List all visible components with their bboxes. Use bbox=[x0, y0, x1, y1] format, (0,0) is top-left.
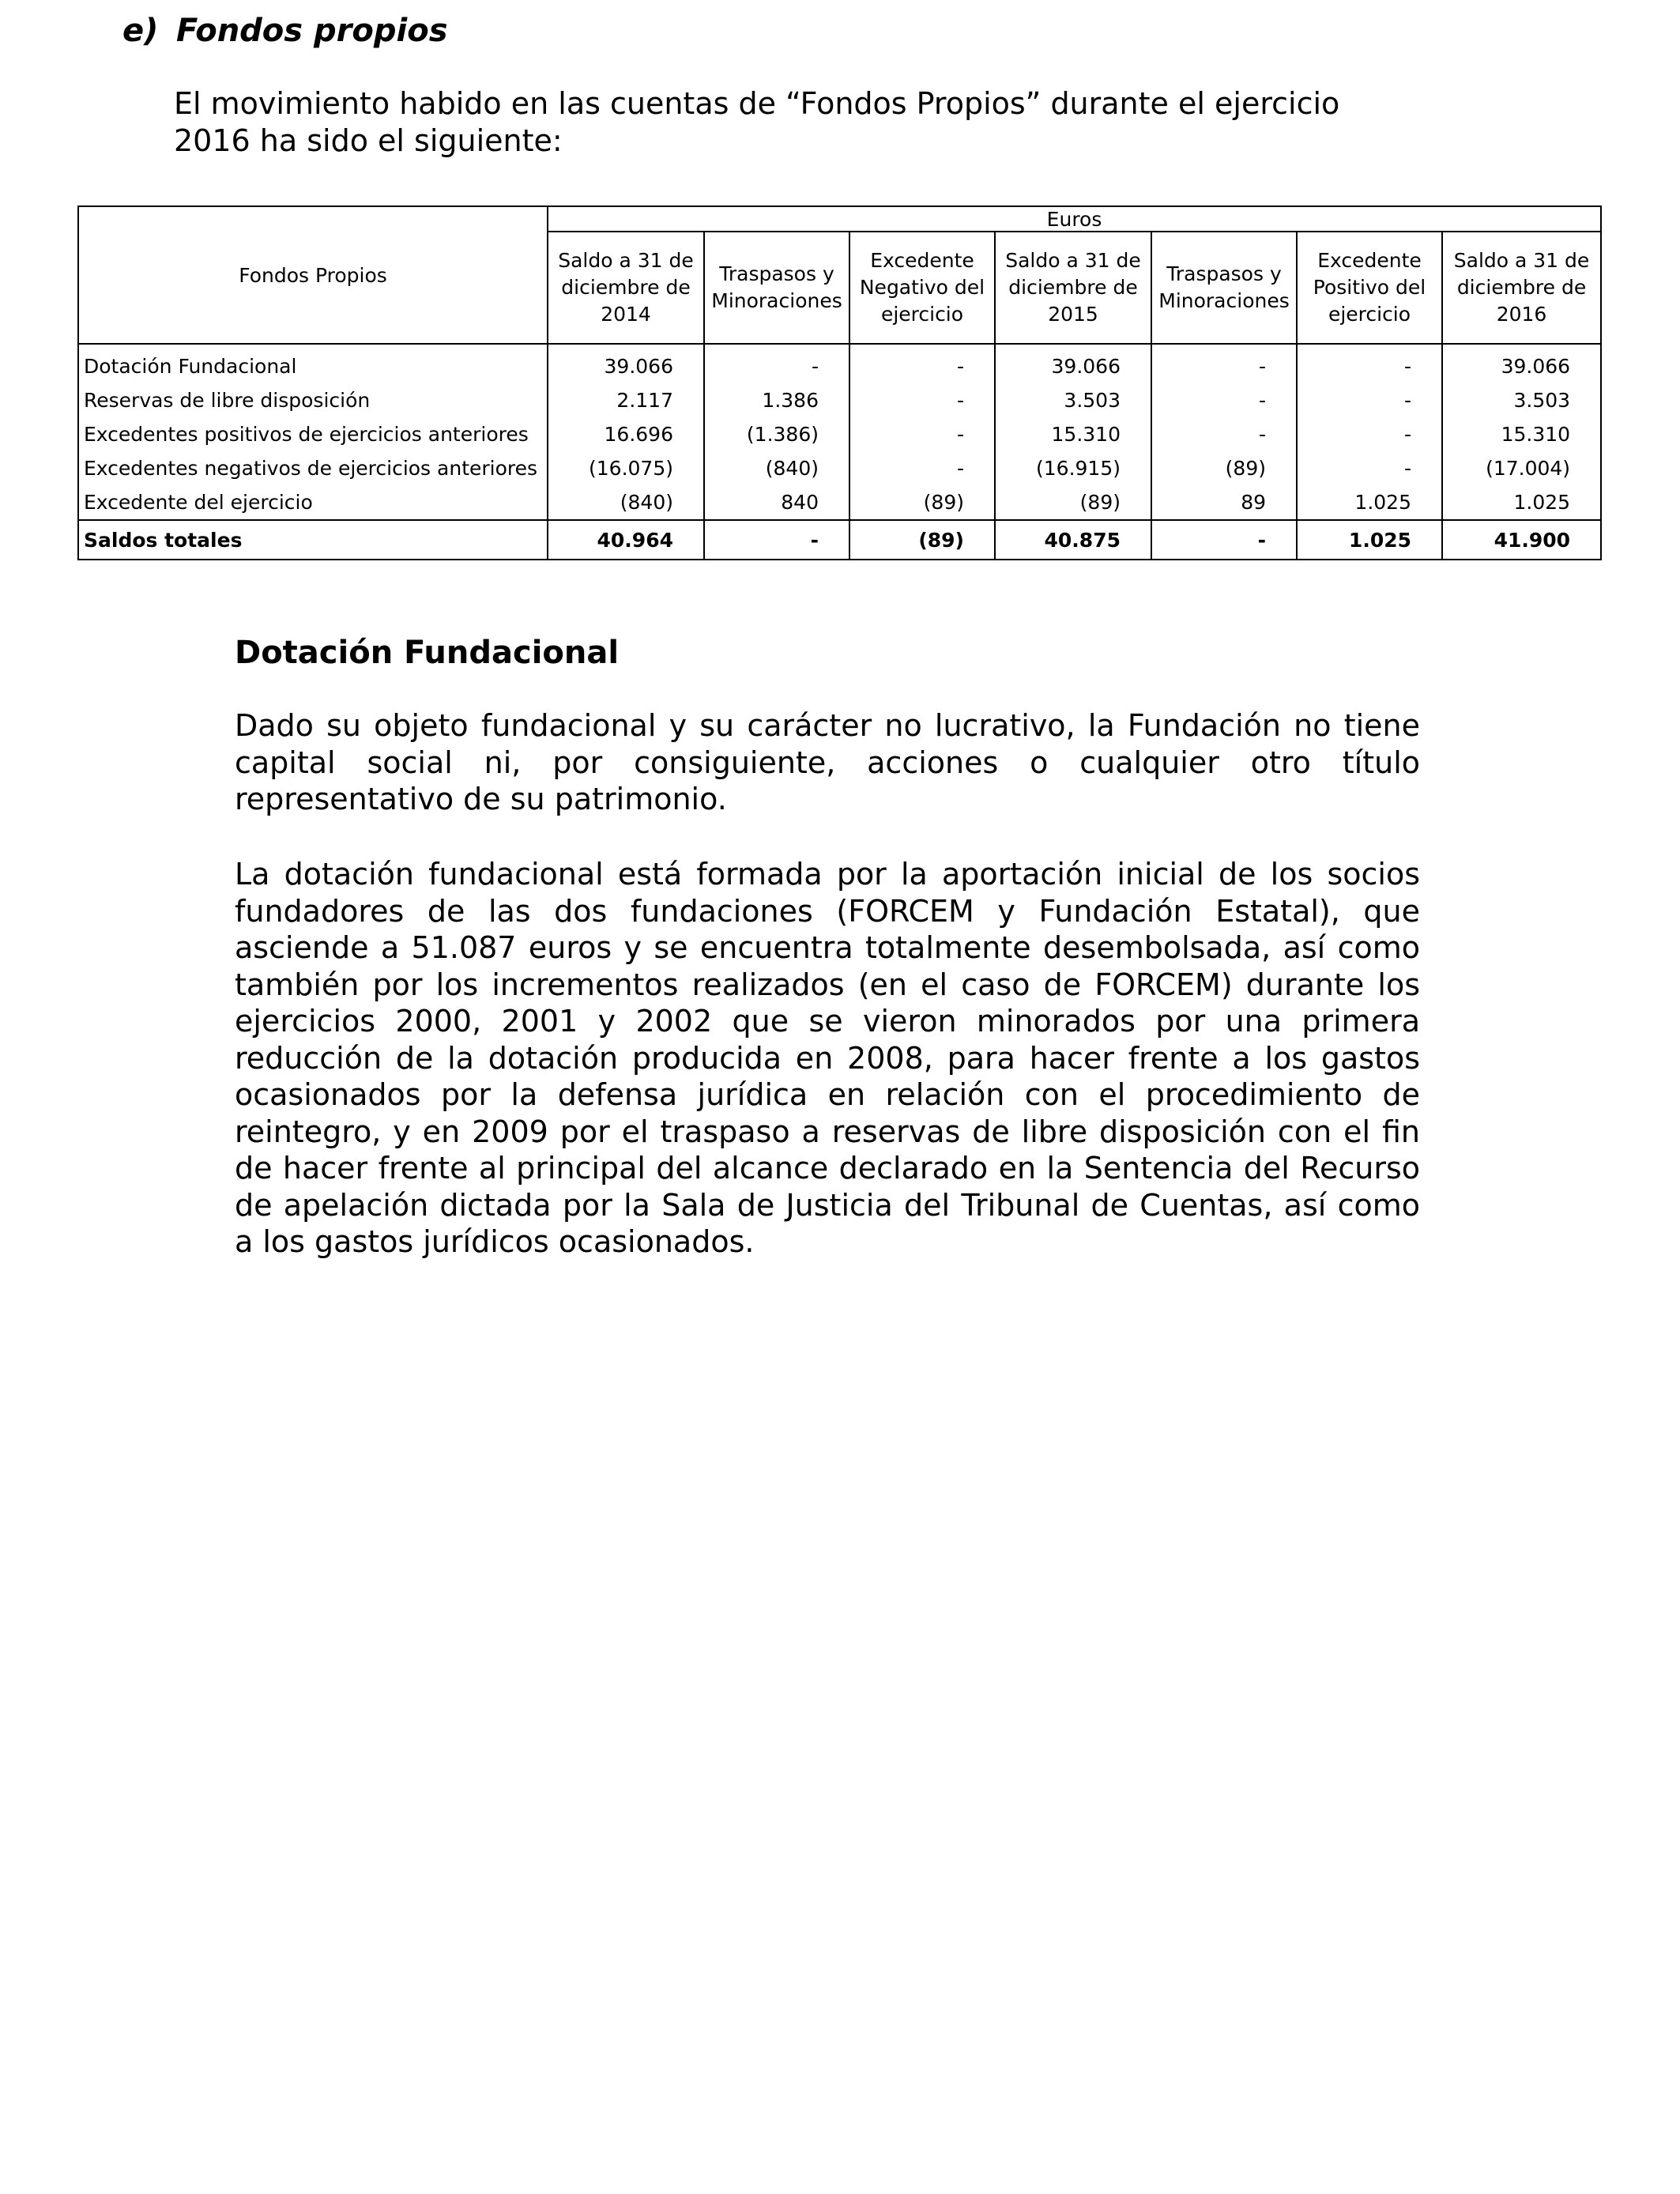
table-cell: 1.025 bbox=[1442, 485, 1601, 520]
group-header-cell: Euros bbox=[548, 206, 1601, 232]
column-header-line: Minoraciones bbox=[711, 289, 842, 312]
row-label: Dotación Fundacional bbox=[78, 344, 548, 383]
table-cell: (1.386) bbox=[704, 417, 849, 451]
table-cell: - bbox=[704, 344, 849, 383]
column-header-line: diciembre de bbox=[561, 276, 691, 299]
column-header-line: 2014 bbox=[601, 303, 651, 326]
table-cell: - bbox=[849, 451, 995, 485]
table-row bbox=[78, 485, 1601, 520]
column-header-line: Saldo a 31 de bbox=[558, 249, 694, 272]
table-cell: 39.066 bbox=[995, 344, 1151, 383]
fondos-propios-table-container bbox=[77, 205, 1600, 560]
column-header-6 bbox=[1297, 232, 1442, 344]
table-cell: - bbox=[1151, 383, 1297, 417]
table-cell: 1.386 bbox=[704, 383, 849, 417]
paragraph-1: Dado su objeto fundacional y su carácter no lucrativo, la Fundación no tiene capital social ni, por consiguiente, acciones o cualquier otro título representativo de su patrimonio. bbox=[235, 708, 1420, 816]
column-header-line: 2016 bbox=[1496, 303, 1547, 326]
table-cell: 16.696 bbox=[548, 417, 704, 451]
column-header-line: Saldo a 31 de bbox=[1005, 249, 1141, 272]
table-cell: - bbox=[1151, 417, 1297, 451]
table-cell: (16.915) bbox=[995, 451, 1151, 485]
table-cell: 1.025 bbox=[1297, 485, 1442, 520]
table-cell: - bbox=[1151, 344, 1297, 383]
column-header-line: diciembre de bbox=[1456, 276, 1587, 299]
table-cell: - bbox=[849, 383, 995, 417]
table-row bbox=[78, 451, 1601, 485]
paragraph-2: La dotación fundacional está formada por la aportación inicial de los socios fundadores de las dos fundaciones (FORCEM y Fundación Estatal), que asciende a 51.087 euros y se encuentra totalmente desembolsada, así como también por los incrementos realizados (en el caso de FORCEM) durante los ejercicios 2000, 2001 y 2002 que se vieron minorados por una primera reducción de la dotación producida en 2008, para hacer frente a los gastos ocasionados por la defensa jurídica en relación con el procedimiento de reintegro, y en 2009 por el traspaso a reservas de libre disposición con el fin de hacer frente al principal del alcance declarado en la Sentencia del Recurso de apelación dictada por la Sala de Justicia del Tribunal de Cuentas, así como a los gastos jurídicos ocasionados. bbox=[235, 857, 1420, 1259]
total-cell: - bbox=[1151, 520, 1297, 560]
table-cell: 15.310 bbox=[1442, 417, 1601, 451]
column-header-line: Negativo del bbox=[859, 276, 985, 299]
table-cell: (840) bbox=[704, 451, 849, 485]
row-label: Excedentes positivos de ejercicios anteriores bbox=[78, 417, 548, 451]
subsection-title: Dotación Fundacional bbox=[235, 635, 620, 671]
table-row bbox=[78, 417, 1601, 451]
table-cell: (89) bbox=[849, 485, 995, 520]
row-header-cell: Fondos Propios bbox=[78, 206, 548, 344]
column-header-line: Excedente bbox=[870, 249, 974, 272]
column-header-3 bbox=[849, 232, 995, 344]
total-row bbox=[78, 520, 1601, 560]
table-cell: 39.066 bbox=[1442, 344, 1601, 383]
table-row bbox=[78, 383, 1601, 417]
table-cell: (89) bbox=[995, 485, 1151, 520]
column-header-line: Traspasos y bbox=[719, 262, 834, 285]
column-header-line: ejercicio bbox=[880, 303, 964, 326]
table-cell: (840) bbox=[548, 485, 704, 520]
column-header-line: Positivo del bbox=[1313, 276, 1426, 299]
total-cell: 40.875 bbox=[995, 520, 1151, 560]
column-header-line: 2015 bbox=[1048, 303, 1098, 326]
column-header-7 bbox=[1442, 232, 1601, 344]
table-cell: - bbox=[1297, 417, 1442, 451]
row-label: Excedentes negativos de ejercicios anteriores bbox=[78, 451, 548, 485]
section-heading bbox=[122, 13, 448, 49]
table-cell: - bbox=[849, 344, 995, 383]
fondos-propios-table bbox=[77, 205, 1602, 560]
section-title: Fondos propios bbox=[176, 13, 448, 49]
table-cell: 89 bbox=[1151, 485, 1297, 520]
column-header-1 bbox=[548, 232, 704, 344]
column-header-line: ejercicio bbox=[1328, 303, 1411, 326]
table-cell: 3.503 bbox=[1442, 383, 1601, 417]
table-row bbox=[78, 344, 1601, 383]
row-label: Excedente del ejercicio bbox=[78, 485, 548, 520]
total-cell: (89) bbox=[849, 520, 995, 560]
table-cell: (17.004) bbox=[1442, 451, 1601, 485]
total-cell: 40.964 bbox=[548, 520, 704, 560]
column-header-line: Traspasos y bbox=[1166, 262, 1282, 285]
table-cell: 3.503 bbox=[995, 383, 1151, 417]
column-header-4 bbox=[995, 232, 1151, 344]
column-header-5 bbox=[1151, 232, 1297, 344]
column-header-line: Saldo a 31 de bbox=[1453, 249, 1590, 272]
table-cell: (89) bbox=[1151, 451, 1297, 485]
table-cell: 15.310 bbox=[995, 417, 1151, 451]
column-header-line: Minoraciones bbox=[1158, 289, 1290, 312]
total-cell: 41.900 bbox=[1442, 520, 1601, 560]
table-cell: - bbox=[1297, 383, 1442, 417]
total-label: Saldos totales bbox=[78, 520, 548, 560]
table-cell: 840 bbox=[704, 485, 849, 520]
row-label: Reservas de libre disposición bbox=[78, 383, 548, 417]
column-header-line: diciembre de bbox=[1008, 276, 1138, 299]
table-cell: - bbox=[1297, 344, 1442, 383]
total-cell: 1.025 bbox=[1297, 520, 1442, 560]
table-cell: - bbox=[1297, 451, 1442, 485]
intro-paragraph: El movimiento habido en las cuentas de “Fondos Propios” durante el ejercicio 2016 ha sido el siguiente: bbox=[174, 86, 1340, 158]
section-number: e) bbox=[122, 13, 159, 49]
table-cell: (16.075) bbox=[548, 451, 704, 485]
table-cell: - bbox=[849, 417, 995, 451]
column-header-2 bbox=[704, 232, 849, 344]
table-cell: 39.066 bbox=[548, 344, 704, 383]
table-cell: 2.117 bbox=[548, 383, 704, 417]
column-header-line: Excedente bbox=[1317, 249, 1422, 272]
total-cell: - bbox=[704, 520, 849, 560]
